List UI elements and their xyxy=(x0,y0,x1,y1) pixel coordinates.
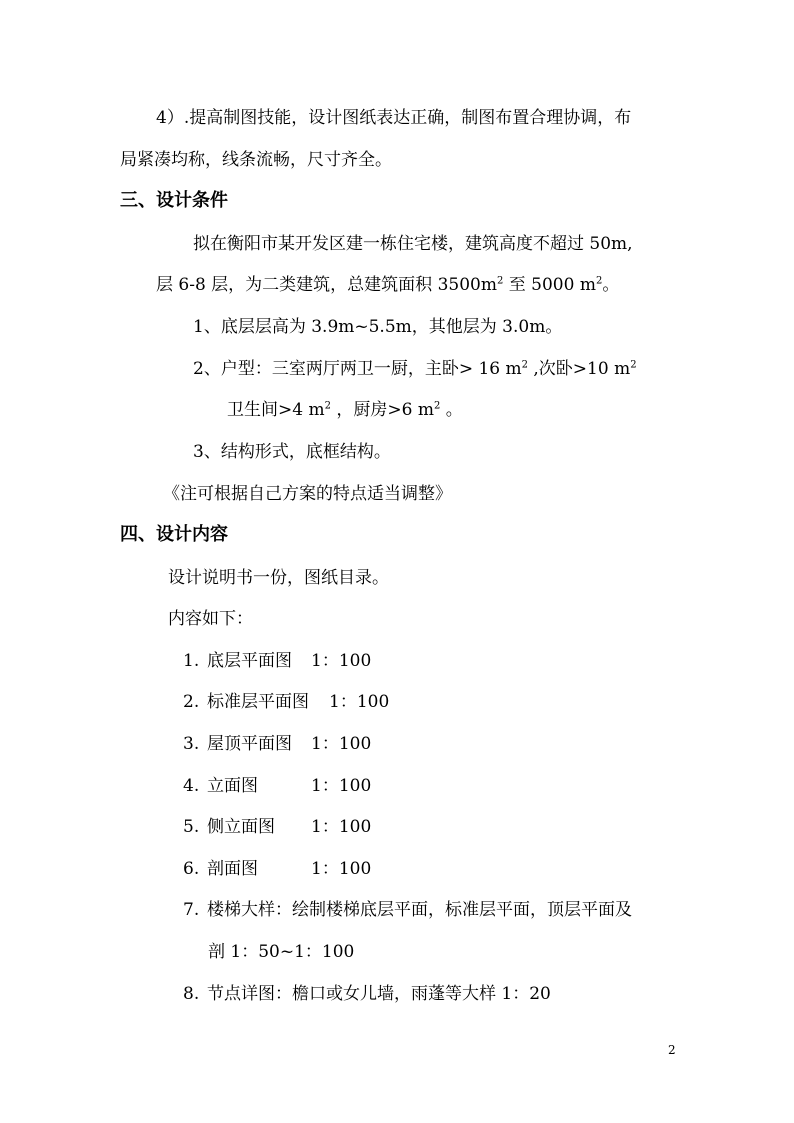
content-list-item: 2. 标准层平面图 1：100 xyxy=(183,692,390,712)
intro-line-1: 4）.提高制图技能，设计图纸表达正确，制图布置合理协调，布 xyxy=(156,108,632,128)
section-3-heading: 三、设计条件 xyxy=(120,190,228,211)
intro-line-2: 局紧凑均称，线条流畅，尺寸齐全。 xyxy=(120,150,392,170)
condition-item-1: 1、底层层高为 3.9m~5.5m，其他层为 3.0m。 xyxy=(193,317,563,337)
section-3-para-line-1: 拟在衡阳市某开发区建一栋住宅楼，建筑高度不超过 50m, xyxy=(193,234,633,254)
content-list-item: 5. 侧立面图 1：100 xyxy=(183,817,372,837)
adjustment-note: 《注可根据自己方案的特点适当调整》 xyxy=(163,484,452,504)
condition-item-3: 3、结构形式，底框结构。 xyxy=(193,442,391,462)
content-list-item-8: 8. 节点详图：檐口或女儿墙，雨蓬等大样 1：20 xyxy=(183,984,551,1004)
content-list-item: 3. 屋顶平面图 1：100 xyxy=(183,734,372,754)
content-list-item-7: 7. 楼梯大样：绘制楼梯底层平面，标准层平面，顶层平面及 xyxy=(183,900,632,920)
section-4-line-1: 设计说明书一份，图纸目录。 xyxy=(168,568,389,588)
content-list-item: 4. 立面图 1：100 xyxy=(183,776,372,796)
content-list-item: 1. 底层平面图 1：100 xyxy=(183,651,372,671)
content-list-item-7-continued: 剖 1：50~1：100 xyxy=(208,942,355,962)
section-4-heading: 四、设计内容 xyxy=(120,524,228,545)
page-number: 2 xyxy=(668,1043,676,1057)
section-3-para-line-2: 层 6-8 层，为二类建筑，总建筑面积 $3500m^2$ 至 5000 $m^2$。 xyxy=(156,275,620,295)
section-4-line-2: 内容如下： xyxy=(168,609,253,629)
content-list-item: 6. 剖面图 1：100 xyxy=(183,859,372,879)
condition-item-2: 2、户型：三室两厅两卫一厨，主卧> 16 $m^2$ ,次卧>10 $m^2$ xyxy=(193,359,637,379)
condition-item-2-continued: 卫生间>4 $m^2$ ，厨房>6 $m^2$ 。 xyxy=(227,400,463,420)
